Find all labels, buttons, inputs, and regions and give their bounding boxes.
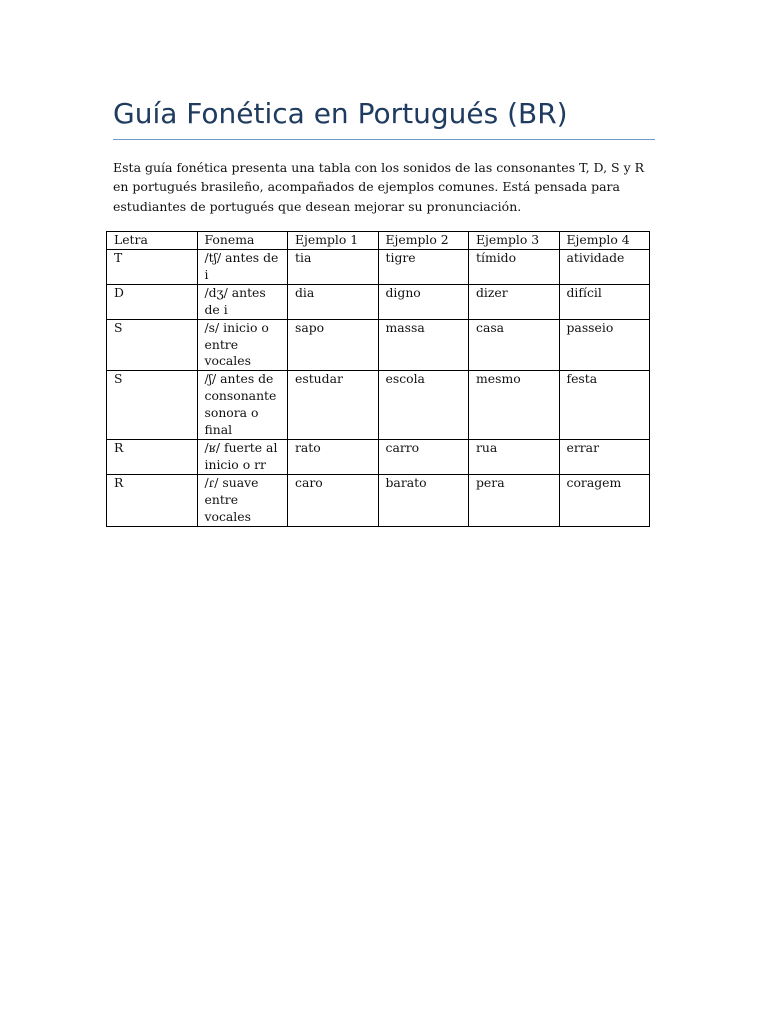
cell-ejemplo-1: sapo (288, 319, 379, 371)
header-ejemplo-1: Ejemplo 1 (288, 232, 379, 250)
cell-ejemplo-4: passeio (559, 319, 650, 371)
cell-letra: S (107, 371, 198, 440)
cell-ejemplo-1: tia (288, 250, 379, 285)
cell-ejemplo-3: dizer (469, 284, 560, 319)
cell-ejemplo-1: estudar (288, 371, 379, 440)
table-row (107, 474, 650, 526)
cell-fonema: /dʒ/ antes de i (197, 284, 288, 319)
cell-ejemplo-1: rato (288, 439, 379, 474)
phonetic-table (106, 231, 650, 527)
title-divider (113, 139, 655, 140)
cell-ejemplo-2: barato (378, 474, 469, 526)
cell-fonema: /tʃ/ antes de i (197, 250, 288, 285)
cell-fonema: /s/ inicio o entre vocales (197, 319, 288, 371)
table-row (107, 284, 650, 319)
cell-ejemplo-2: carro (378, 439, 469, 474)
cell-letra: D (107, 284, 198, 319)
cell-letra: T (107, 250, 198, 285)
cell-fonema: /ʁ/ fuerte al inicio o rr (197, 439, 288, 474)
cell-ejemplo-2: escola (378, 371, 469, 440)
header-ejemplo-4: Ejemplo 4 (559, 232, 650, 250)
table-row (107, 250, 650, 285)
cell-ejemplo-4: festa (559, 371, 650, 440)
cell-ejemplo-2: digno (378, 284, 469, 319)
cell-ejemplo-3: casa (469, 319, 560, 371)
cell-ejemplo-3: rua (469, 439, 560, 474)
cell-ejemplo-2: massa (378, 319, 469, 371)
cell-letra: R (107, 474, 198, 526)
header-letra: Letra (107, 232, 198, 250)
cell-ejemplo-1: caro (288, 474, 379, 526)
cell-letra: R (107, 439, 198, 474)
cell-fonema: /ɾ/ suave entre vocales (197, 474, 288, 526)
cell-ejemplo-3: pera (469, 474, 560, 526)
table-row (107, 319, 650, 371)
cell-ejemplo-4: errar (559, 439, 650, 474)
intro-paragraph: Esta guía fonética presenta una tabla con los sonidos de las consonantes T, D, S y R en portugués brasileño, acompañados de ejemplos comunes. Está pensada para estudiantes de portugués que desean mejorar su pronunciación. (113, 160, 645, 214)
cell-ejemplo-4: coragem (559, 474, 650, 526)
header-ejemplo-3: Ejemplo 3 (469, 232, 560, 250)
cell-ejemplo-4: difícil (559, 284, 650, 319)
header-ejemplo-2: Ejemplo 2 (378, 232, 469, 250)
table-header-row (107, 232, 650, 250)
cell-ejemplo-3: tímido (469, 250, 560, 285)
cell-ejemplo-4: atividade (559, 250, 650, 285)
cell-ejemplo-2: tigre (378, 250, 469, 285)
cell-ejemplo-1: dia (288, 284, 379, 319)
header-fonema: Fonema (197, 232, 288, 250)
page-title: Guía Fonética en Portugués (BR) (113, 97, 568, 130)
cell-fonema: /ʃ/ antes de consonante sonora o final (197, 371, 288, 440)
table-row (107, 371, 650, 440)
cell-ejemplo-3: mesmo (469, 371, 560, 440)
table-row (107, 439, 650, 474)
cell-letra: S (107, 319, 198, 371)
